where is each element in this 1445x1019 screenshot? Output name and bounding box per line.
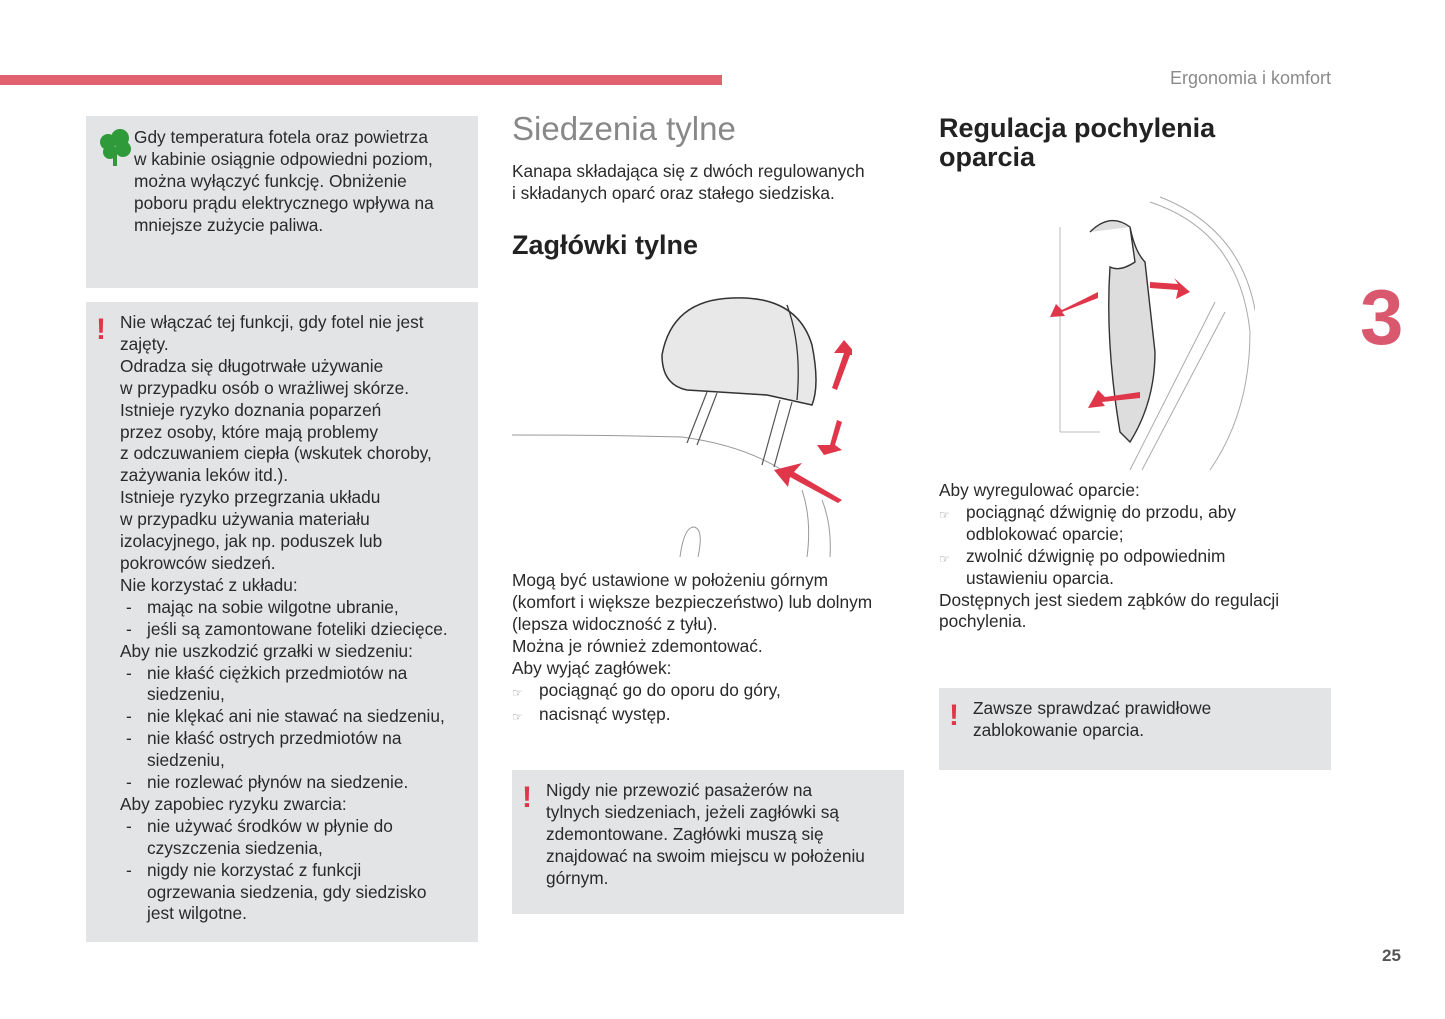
chapter-number: 3 <box>1360 273 1404 361</box>
list-item <box>120 882 476 904</box>
text-line: oparcia <box>939 142 1036 172</box>
text-line <box>120 531 476 553</box>
text-line: górnym. <box>546 867 609 888</box>
backrest-illustration <box>1050 192 1255 472</box>
dash-marker: - <box>126 706 132 727</box>
pointing-hand-icon: ☞ <box>512 710 523 725</box>
text-line: można wyłączyć funkcję. Obniżenie <box>134 170 407 191</box>
list-item <box>120 597 476 619</box>
line-text: siedzeniu, <box>147 750 225 771</box>
page-heading: Siedzenia tylne <box>512 110 736 147</box>
pointing-hand-icon: ☞ <box>939 551 950 566</box>
backrest-heading <box>939 114 1215 172</box>
line-text: nie klękać ani nie stawać na siedzeniu, <box>147 706 445 727</box>
text-line: w kabinie osiągnie odpowiedni poziom, <box>134 148 433 169</box>
text-line <box>120 641 476 663</box>
line-text: siedzeniu, <box>147 684 225 705</box>
line-text: Aby zapobiec ryzyku zwarcia: <box>120 793 347 814</box>
line-text: zajęty. <box>120 333 169 354</box>
dash-marker: - <box>126 859 132 880</box>
text-line <box>120 487 476 509</box>
text-line <box>120 794 476 816</box>
line-text: Nie włączać tej funkcji, gdy fotel nie jest <box>120 312 424 332</box>
list-item <box>120 860 476 882</box>
text-line <box>120 312 476 334</box>
dash-marker <box>120 838 147 860</box>
list-item <box>120 706 476 728</box>
text-line: Regulacja pochylenia <box>939 113 1216 143</box>
text-line: (komfort i większe bezpieczeństwo) lub dolnym <box>512 591 873 612</box>
text-line: Mogą być ustawione w położeniu górnym <box>512 570 829 590</box>
text-line: zablokowanie oparcia. <box>973 719 1144 740</box>
step-text: ustawieniu oparcia. <box>966 567 1114 588</box>
text-line: Nigdy nie przewozić pasażerów na <box>546 780 813 800</box>
tree-icon <box>98 128 132 168</box>
step-text: nacisnąć występ. <box>539 704 671 725</box>
page-number: 25 <box>1382 946 1401 965</box>
headrest-heading: Zagłówki tylne <box>512 230 699 260</box>
step-item <box>939 546 1331 590</box>
text-line <box>120 509 476 531</box>
line-text: nie rozlewać płynów na siedzenie. <box>147 772 409 793</box>
warning-icon: ! <box>522 781 532 814</box>
text-line: Dostępnych jest siedem ząbków do regulacji <box>939 589 1280 610</box>
line-text: pokrowców siedzeń. <box>120 552 276 573</box>
pointing-hand-icon: ☞ <box>512 685 523 700</box>
list-item <box>120 684 476 706</box>
warning-icon: ! <box>949 699 959 732</box>
text-line: znajdować na swoim miejscu w położeniu <box>546 845 865 866</box>
line-text: nie kłaść ostrych przedmiotów na <box>147 728 402 749</box>
list-item <box>120 903 476 925</box>
dash-marker: - <box>126 618 132 639</box>
headrest-warning-box <box>512 770 904 914</box>
warning-icon: ! <box>96 313 106 346</box>
text-line: Gdy temperatura fotela oraz powietrza <box>134 127 428 147</box>
line-text: Istnieje ryzyko przegrzania układu <box>120 487 381 508</box>
warning-text <box>973 698 1211 742</box>
headrest-illustration <box>512 295 852 560</box>
dash-marker: - <box>126 815 132 836</box>
line-text: w przypadku osób o wrażliwej skórze. <box>120 377 410 398</box>
text-line: Aby wyjąć zagłówek: <box>512 657 672 678</box>
text-line <box>120 400 476 422</box>
text-line: mniejsze zużycie paliwa. <box>134 214 324 235</box>
line-text: Nie korzystać z układu: <box>120 574 298 595</box>
text-line <box>120 575 476 597</box>
text-line: Można je również zdemontować. <box>512 635 763 656</box>
line-text: jest wilgotne. <box>147 903 247 924</box>
list-item <box>120 728 476 750</box>
list-item <box>120 838 476 860</box>
step-text: odblokować oparcie; <box>966 523 1124 544</box>
dash-marker: - <box>126 662 132 683</box>
backrest-body <box>939 480 1331 633</box>
line-text: Istnieje ryzyko doznania poparzeń <box>120 399 382 420</box>
step-text: pociągnąć go do oporu do góry, <box>539 679 781 700</box>
text-line <box>120 465 476 487</box>
line-text: ogrzewania siedzenia, gdy siedzisko <box>147 881 427 902</box>
line-text: Aby nie uszkodzić grzałki w siedzeniu: <box>120 640 413 661</box>
line-text: przez osoby, które mają problemy <box>120 421 379 442</box>
text-line: Kanapa składająca się z dwóch regulowanych <box>512 161 865 181</box>
header-band <box>0 75 722 85</box>
backrest-intro: Aby wyregulować oparcie: <box>939 480 1140 500</box>
text-line: tylnych siedzeniach, jeżeli zagłówki są <box>546 801 839 822</box>
list-item <box>120 750 476 772</box>
warning-text <box>546 780 865 890</box>
step-item <box>512 680 872 705</box>
list-item <box>120 619 476 641</box>
line-text: czyszczenia siedzenia, <box>147 837 323 858</box>
list-item <box>120 772 476 794</box>
line-text: w przypadku używania materiału <box>120 509 370 530</box>
step-text: zwolnić dźwignię po odpowiednim <box>966 545 1226 566</box>
dash-marker: - <box>126 728 132 749</box>
text-line: pochylenia. <box>939 611 1027 632</box>
text-line: i składanych oparć oraz stałego siedziska. <box>512 182 835 203</box>
dash-marker <box>120 684 147 706</box>
text-line: Zawsze sprawdzać prawidłowe <box>973 698 1212 718</box>
eco-note-text <box>134 127 434 237</box>
pointing-hand-icon: ☞ <box>939 507 950 522</box>
list-item <box>120 663 476 685</box>
headrest-body <box>512 570 872 729</box>
line-text: izolacyjnego, jak np. poduszek lub <box>120 531 383 552</box>
heated-seat-warning-box <box>86 302 478 942</box>
section-title: Ergonomia i komfort <box>1169 68 1331 88</box>
line-text: jeśli są zamontowane foteliki dziecięce. <box>147 618 448 639</box>
text-line <box>120 553 476 575</box>
line-text: Odradza się długotrwałe używanie <box>120 355 384 376</box>
text-line <box>120 443 476 465</box>
dash-marker: - <box>126 772 132 793</box>
dash-marker <box>120 882 147 904</box>
step-item <box>512 704 872 729</box>
text-line <box>120 378 476 400</box>
backrest-warning-box <box>939 688 1331 770</box>
line-text: z odczuwaniem ciepła (wskutek choroby, <box>120 443 432 464</box>
step-item <box>939 502 1331 546</box>
list-item <box>120 816 476 838</box>
text-line <box>120 356 476 378</box>
text-line: zdemontowane. Zagłówki muszą się <box>546 823 824 844</box>
text-line: (lepsza widoczność z tyłu). <box>512 613 718 634</box>
line-text: nie używać środków w płynie do <box>147 815 393 836</box>
dash-marker <box>120 903 147 925</box>
line-text: zażywania leków itd.). <box>120 465 289 486</box>
dash-marker <box>120 750 147 772</box>
text-line: poboru prądu elektrycznego wpływa na <box>134 192 434 213</box>
intro-text <box>512 161 865 205</box>
dash-marker: - <box>126 596 132 617</box>
step-text: pociągnąć dźwignię do przodu, aby <box>966 501 1236 522</box>
text-line <box>120 334 476 356</box>
line-text: mając na sobie wilgotne ubranie, <box>147 596 399 617</box>
eco-note-box <box>86 116 478 288</box>
line-text: nigdy nie korzystać z funkcji <box>147 859 362 880</box>
line-text: nie kłaść ciężkich przedmiotów na <box>147 662 408 683</box>
text-line <box>120 422 476 444</box>
warning-text <box>120 312 476 925</box>
